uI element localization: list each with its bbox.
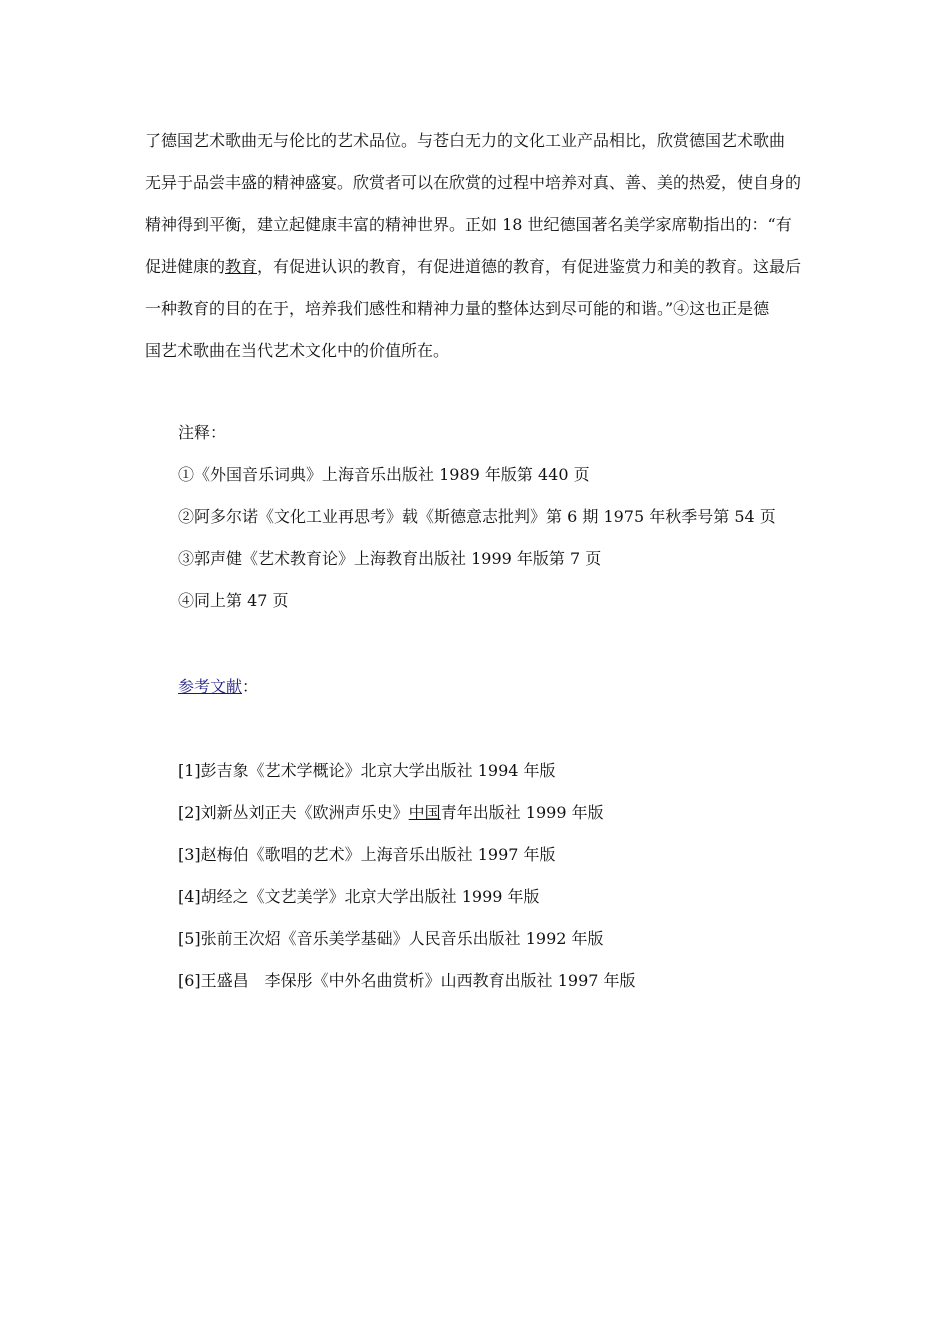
reference-item — [178, 792, 818, 834]
note-item: ②阿多尔诺《文化工业再思考》载《斯德意志批判》第 6 期 1975 年秋季号第 54 页 — [178, 507, 776, 526]
notes-heading: 注释： — [178, 423, 227, 442]
body-line: 了德国艺术歌曲无与伦比的艺术品位。与苍白无力的文化工业产品相比，欣赏德国艺术歌曲 — [145, 131, 786, 150]
body-line — [145, 246, 807, 288]
reference-item: [3]赵梅伯《歌唱的艺术》上海音乐出版社 1997 年版 — [178, 845, 556, 864]
body-text-segment: ，有促进认识的教育，有促进道德的教育，有促进鉴赏力和美的教育。这最后 — [257, 257, 802, 276]
reference-item: [6]王盛昌 李保彤《中外名曲赏析》山西教育出版社 1997 年版 — [178, 971, 636, 990]
reference-text-segment: 青年出版社 1999 年版 — [440, 803, 604, 822]
note-item: ④同上第 47 页 — [178, 591, 289, 610]
body-paragraph — [145, 120, 807, 372]
note-item: ③郭声健《艺术教育论》上海教育出版社 1999 年版第 7 页 — [178, 549, 602, 568]
reference-text-segment: [2]刘新丛刘正夫《欧洲声乐史》 — [178, 803, 409, 822]
body-line: 精神得到平衡，建立起健康丰富的精神世界。正如 18 世纪德国著名美学家席勒指出的：“有 — [145, 215, 792, 234]
education-link[interactable]: 教育 — [225, 257, 258, 276]
reference-item: [5]张前王次炤《音乐美学基础》人民音乐出版社 1992 年版 — [178, 929, 604, 948]
body-line: 国艺术歌曲在当代艺术文化中的价值所在。 — [145, 341, 450, 360]
body-line: 无异于品尝丰盛的精神盛宴。欣赏者可以在欣赏的过程中培养对真、善、美的热爱，使自身的 — [145, 173, 802, 192]
body-text-segment: 促进健康的 — [145, 257, 226, 276]
notes-section — [178, 412, 818, 622]
china-link[interactable]: 中国 — [408, 803, 441, 822]
references-heading — [178, 666, 258, 708]
reference-item: [4]胡经之《文艺美学》北京大学出版社 1999 年版 — [178, 887, 540, 906]
body-line: 一种教育的目的在于，培养我们感性和精神力量的整体达到尽可能的和谐。”④这也正是德 — [145, 299, 770, 318]
references-link[interactable]: 参考文献 — [178, 677, 243, 696]
references-list — [178, 750, 818, 1002]
note-item: ①《外国音乐词典》上海音乐出版社 1989 年版第 440 页 — [178, 465, 590, 484]
references-heading-suffix: ： — [242, 677, 259, 696]
reference-item: [1]彭吉象《艺术学概论》北京大学出版社 1994 年版 — [178, 761, 556, 780]
